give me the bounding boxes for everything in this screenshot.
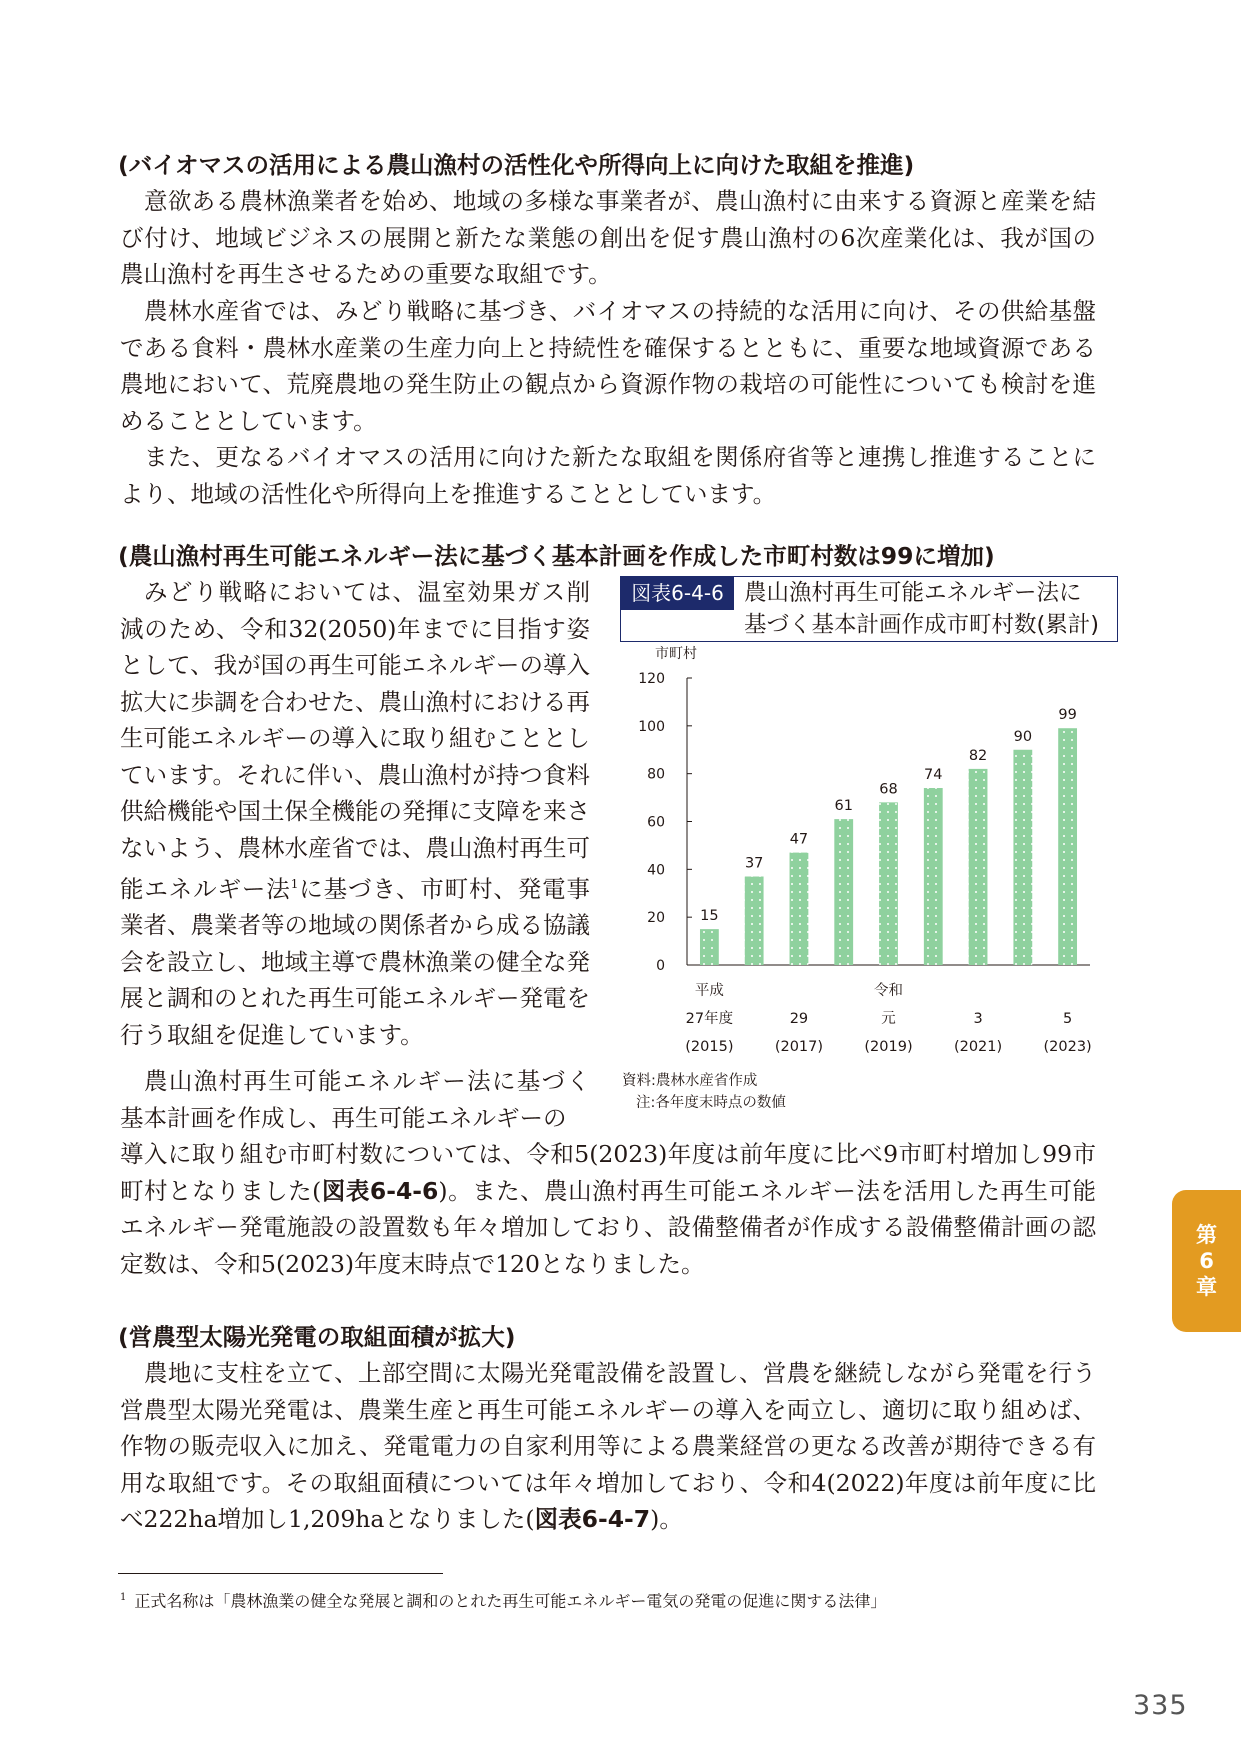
section-heading-biomass: (バイオマスの活用による農山漁村の活性化や所得向上に向けた取組を推進) <box>118 151 915 179</box>
x-tick-label: 令和 <box>874 983 903 999</box>
y-tick-label: 40 <box>647 862 665 879</box>
bar-value-label: 61 <box>834 798 853 815</box>
paragraph: 導入に取り組む市町村数については、令和5(2023)年度は前年度に比べ9市町村増加し99市町村となりました(図表6-4-6)。また、農山漁村再生可能エネルギー法を活用した再生可能エネルギー発電施設の設置数も年々増加しており、設備整備者が作成する設備整備計画の認定数は、令和5(2023)年度末時点で120となりました。 <box>120 1140 1096 1278</box>
bar <box>745 877 764 965</box>
x-tick-label: 5 <box>1062 1011 1073 1027</box>
section-heading-solar-sharing: (営農型太陽光発電の取組面積が拡大) <box>118 1323 516 1351</box>
figure-ref[interactable]: 図表6-4-7 <box>534 1505 651 1533</box>
x-tick-label: 平成 <box>694 983 724 999</box>
footnote <box>120 1586 886 1613</box>
bar-value-label: 74 <box>924 767 943 784</box>
bar <box>969 769 988 965</box>
bar-value-label: 37 <box>744 855 764 872</box>
bar-value-label: 68 <box>879 781 898 798</box>
x-tick-label: (2019) <box>864 1039 913 1055</box>
figure-title: 農山漁村再生可能エネルギー法に 基づく基本計画作成市町村数(累計) <box>744 580 1100 638</box>
y-tick-label: 100 <box>638 718 665 735</box>
bar-value-label: 82 <box>968 747 988 764</box>
x-tick-label: (2017) <box>774 1039 824 1055</box>
y-tick-label: 0 <box>656 958 665 974</box>
paragraph: みどり戦略においては、温室効果ガス削減のため、令和32(2050)年までに目指す姿として、我が国の再生可能エネルギーの導入拡大に歩調を合わせた、農山漁村における再生可能エネルギーの導入に取り組むこととしています。それに伴い、農山漁村が持つ食料供給機能や国土保全機能の発揮に支障を来さないよう、農林水産省では、農山漁村再生可能エネルギー法$^1$に基づき、市町村、発電事業者、農業者等の地域の関係者から成る協議会を設立し、地域主導で農林漁業の健全な発展と調和のとれた再生可能エネルギー発電を行う取組を促進しています。 <box>120 578 591 1049</box>
bar <box>700 929 719 965</box>
paragraph: また、更なるバイオマスの活用に向けた新たな取組を関係府省等と連携し推進することにより、地域の活性化や所得向上を推進することとしています。 <box>120 443 1096 508</box>
figure-caption <box>620 576 1118 642</box>
x-tick-label: 元 <box>881 1011 896 1027</box>
figure-ref[interactable]: 図表6-4-6 <box>321 1176 439 1205</box>
bar-chart <box>620 640 1100 1060</box>
bar-value-label: 47 <box>789 831 809 848</box>
figure-number: 図表6-4-6 <box>621 577 734 610</box>
y-tick-label: 120 <box>638 671 665 687</box>
bar <box>1058 728 1077 965</box>
footnote-ref[interactable]: 1 <box>290 877 299 891</box>
page-number: 335 <box>1133 1690 1188 1721</box>
y-tick-label: 60 <box>647 814 665 831</box>
y-axis-label: 市町村 <box>655 646 697 662</box>
x-tick-label: 27年度 <box>685 1011 734 1027</box>
bar-value-label: 15 <box>700 908 719 925</box>
paragraph: 農林水産省では、みどり戦略に基づき、バイオマスの持続的な活用に向け、その供給基盤である食料・農林水産業の生産力向上と持続性を確保するとともに、重要な地域資源である農地において、荒廃農地の発生防止の観点から資源作物の栽培の可能性についても検討を進めることとしています。 <box>120 297 1096 435</box>
footnote-text: 正式名称は「農林漁業の健全な発展と調和のとれた再生可能エネルギー電気の発電の促進に関する法律」 <box>134 1591 887 1611</box>
bar-value-label: 90 <box>1013 728 1033 745</box>
x-tick-label: (2023) <box>1043 1039 1092 1055</box>
section-heading-renewable: (農山漁村再生可能エネルギー法に基づく基本計画を作成した市町村数は99に増加) <box>118 542 995 570</box>
chapter-tab[interactable]: 第 6 章 <box>1172 1190 1241 1332</box>
bar <box>924 788 943 965</box>
paragraph: 農山漁村再生可能エネルギー法に基づく基本計画を作成し、再生可能エネルギーの <box>120 1067 590 1132</box>
bar-value-label: 99 <box>1058 707 1077 724</box>
y-tick-label: 80 <box>647 766 665 783</box>
bar <box>834 819 853 965</box>
y-tick-label: 20 <box>647 910 665 927</box>
x-tick-label: 3 <box>973 1011 983 1027</box>
paragraph: 意欲ある農林漁業者を始め、地域の多様な事業者が、農山漁村に由来する資源と産業を結び付け、地域ビジネスの展開と新たな業態の創出を促す農山漁村の6次産業化は、我が国の農山漁村を再生させるための重要な取組です。 <box>120 187 1096 288</box>
x-tick-label: 29 <box>789 1011 809 1027</box>
bar <box>1013 750 1032 965</box>
bar <box>879 802 898 965</box>
paragraph: 農地に支柱を立て、上部空間に太陽光発電設備を設置し、営農を継続しながら発電を行う営農型太陽光発電は、農業生産と再生可能エネルギーの導入を両立し、適切に取り組めば、作物の販売収入に加え、発電電力の自家利用等による農業経営の更なる改善が期待できる有用な取組です。その取組面積については年々増加しており、令和4(2022)年度は前年度に比べ222ha増加し1,209haとなりました(図表6-4-7)。 <box>120 1359 1096 1533</box>
x-tick-label: (2015) <box>685 1039 734 1055</box>
x-tick-label: (2021) <box>953 1039 1003 1055</box>
figure-source: 資料:農林水産省作成 <box>622 1073 758 1089</box>
footnote-divider <box>118 1573 443 1574</box>
bar <box>790 853 809 965</box>
figure-note: 注:各年度末時点の数値 <box>636 1095 786 1111</box>
footnote-mark: 1 <box>120 1592 127 1603</box>
